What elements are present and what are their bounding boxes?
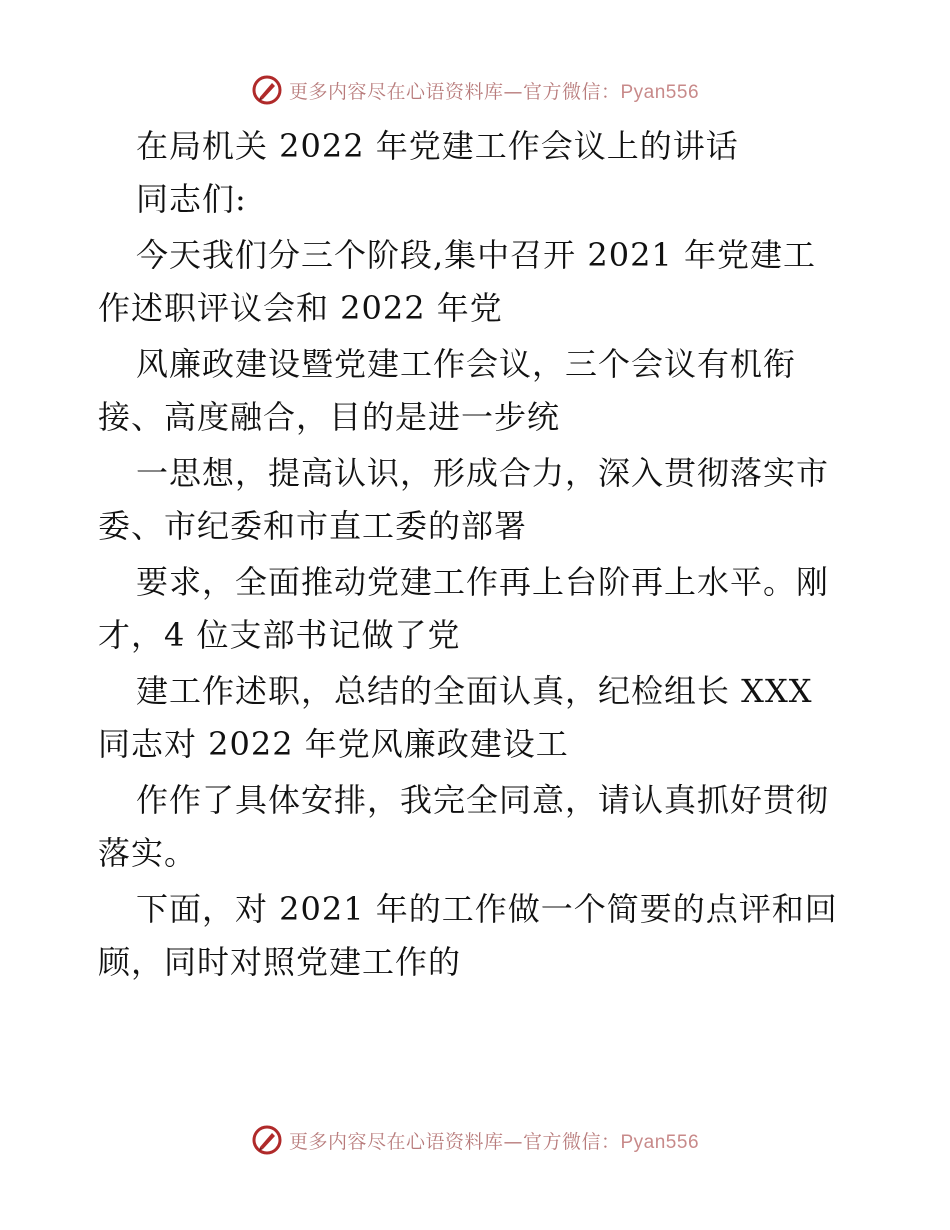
paragraph-line: 要求，全面推动党建工作再上台阶再上水平。刚 [136,563,830,601]
paragraph-line: 接、高度融合，目的是进一步统 [98,398,561,436]
paragraph-line: 同志对 2022 年党风廉政建设工 [98,725,569,763]
watermark-text: 更多内容尽在心语资料库—官方微信：Pyan556 [288,1130,700,1153]
salutation: 同志们: [136,180,247,218]
paragraph-line: 才，4 位支部书记做了党 [98,616,461,654]
paragraph-line: 委、市纪委和市直工委的部署 [98,507,528,545]
paragraph-line: 建工作述职，总结的全面认真，纪检组长 XXX [136,672,813,710]
paragraph-line: 落实。 [98,834,198,872]
paragraph-line: 风廉政建设暨党建工作会议，三个会议有机衔 [136,345,797,383]
document-title: 在局机关 2022 年党建工作会议上的讲话 [136,127,739,165]
paragraph-line: 今天我们分三个阶段,集中召开 2021 年党建工 [136,236,816,274]
paragraph-line: 作述职评议会和 2022 年党 [98,289,503,327]
footer-watermark [0,1122,950,1158]
paragraph-line: 一思想，提高认识，形成合力，深入贯彻落实市 [136,454,830,492]
paragraph-line: 顾，同时对照党建工作的 [98,943,462,981]
pen-logo-icon [251,1124,283,1156]
document-body [98,126,858,982]
watermark-text: 更多内容尽在心语资料库—官方微信：Pyan556 [288,80,700,103]
pen-logo-icon [251,74,283,106]
paragraph-line: 下面，对 2021 年的工作做一个简要的点评和回 [136,890,838,928]
header-watermark [0,72,950,108]
paragraph-line: 作作了具体安排，我完全同意，请认真抓好贯彻 [136,781,830,819]
